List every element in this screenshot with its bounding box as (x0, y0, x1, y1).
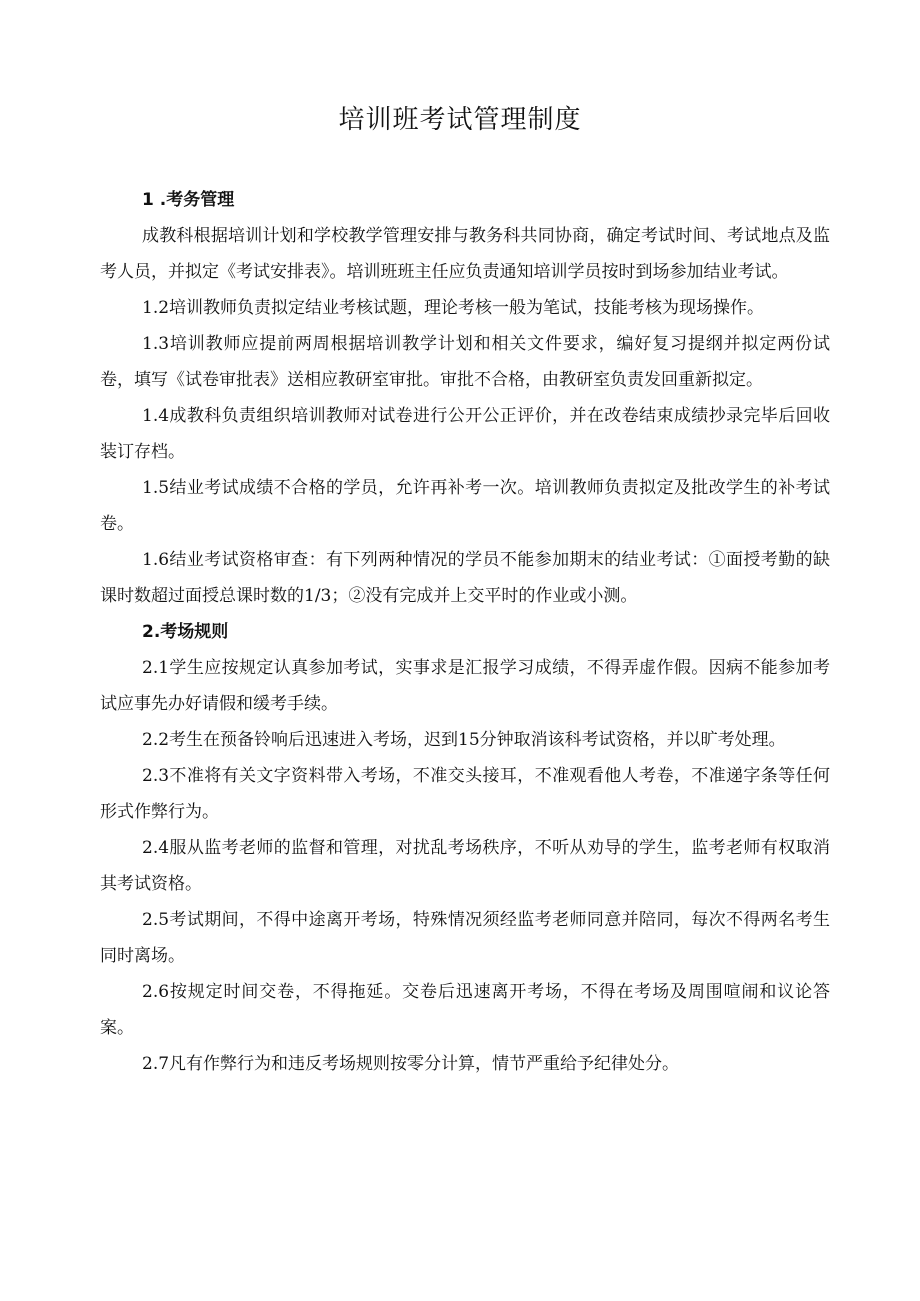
paragraph: 2.7凡有作弊行为和违反考场规则按零分计算，情节严重给予纪律处分。 (142, 1054, 680, 1074)
document-body (100, 182, 830, 1082)
paragraph: 2.4服从监考老师的监督和管理，对扰乱考场秩序，不听从劝导的学生，监考老师有权取消其考试资格。 (100, 838, 830, 894)
document-title: 培训班考试管理制度 (338, 105, 582, 135)
paragraph: 成教科根据培训计划和学校教学管理安排与教务科共同协商，确定考试时间、考试地点及监考人员，并拟定《考试安排表》。培训班班主任应负责通知培训学员按时到场参加结业考试。 (100, 226, 830, 282)
paragraph: 1.2培训教师负责拟定结业考核试题，理论考核一般为笔试，技能考核为现场操作。 (142, 298, 765, 318)
paragraph: 2.1学生应按规定认真参加考试，实事求是汇报学习成绩，不得弄虚作假。因病不能参加考试应事先办好请假和缓考手续。 (100, 658, 830, 714)
paragraph: 1.6结业考试资格审查：有下列两种情况的学员不能参加期末的结业考试：①面授考勤的缺课时数超过面授总课时数的1/3；②没有完成并上交平时的作业或小测。 (100, 550, 830, 606)
paragraph: 1.5结业考试成绩不合格的学员，允许再补考一次。培训教师负责拟定及批改学生的补考试卷。 (100, 478, 830, 534)
paragraph: 2.2考生在预备铃响后迅速进入考场，迟到15分钟取消该科考试资格，并以旷考处理。 (142, 730, 786, 750)
paragraph: 1.3培训教师应提前两周根据培训教学计划和相关文件要求，编好复习提纲并拟定两份试卷，填写《试卷审批表》送相应教研室审批。审批不合格，由教研室负责发回重新拟定。 (100, 334, 830, 390)
section-exam-rules (100, 614, 830, 1082)
paragraph: 2.6按规定时间交卷，不得拖延。交卷后迅速离开考场，不得在考场及周围喧闹和议论答案。 (100, 982, 830, 1038)
section-heading: 1 .考务管理 (142, 190, 235, 210)
paragraph: 2.5考试期间，不得中途离开考场，特殊情况须经监考老师同意并陪同，每次不得两名考生同时离场。 (100, 910, 830, 966)
section-heading: 2.考场规则 (142, 622, 229, 642)
paragraph: 2.3不准将有关文字资料带入考场，不准交头接耳，不准观看他人考卷，不准递字条等任何形式作弊行为。 (100, 766, 830, 822)
paragraph: 1.4成教科负责组织培训教师对试卷进行公开公正评价，并在改卷结束成绩抄录完毕后回收装订存档。 (100, 406, 830, 462)
section-exam-affairs (100, 182, 830, 614)
